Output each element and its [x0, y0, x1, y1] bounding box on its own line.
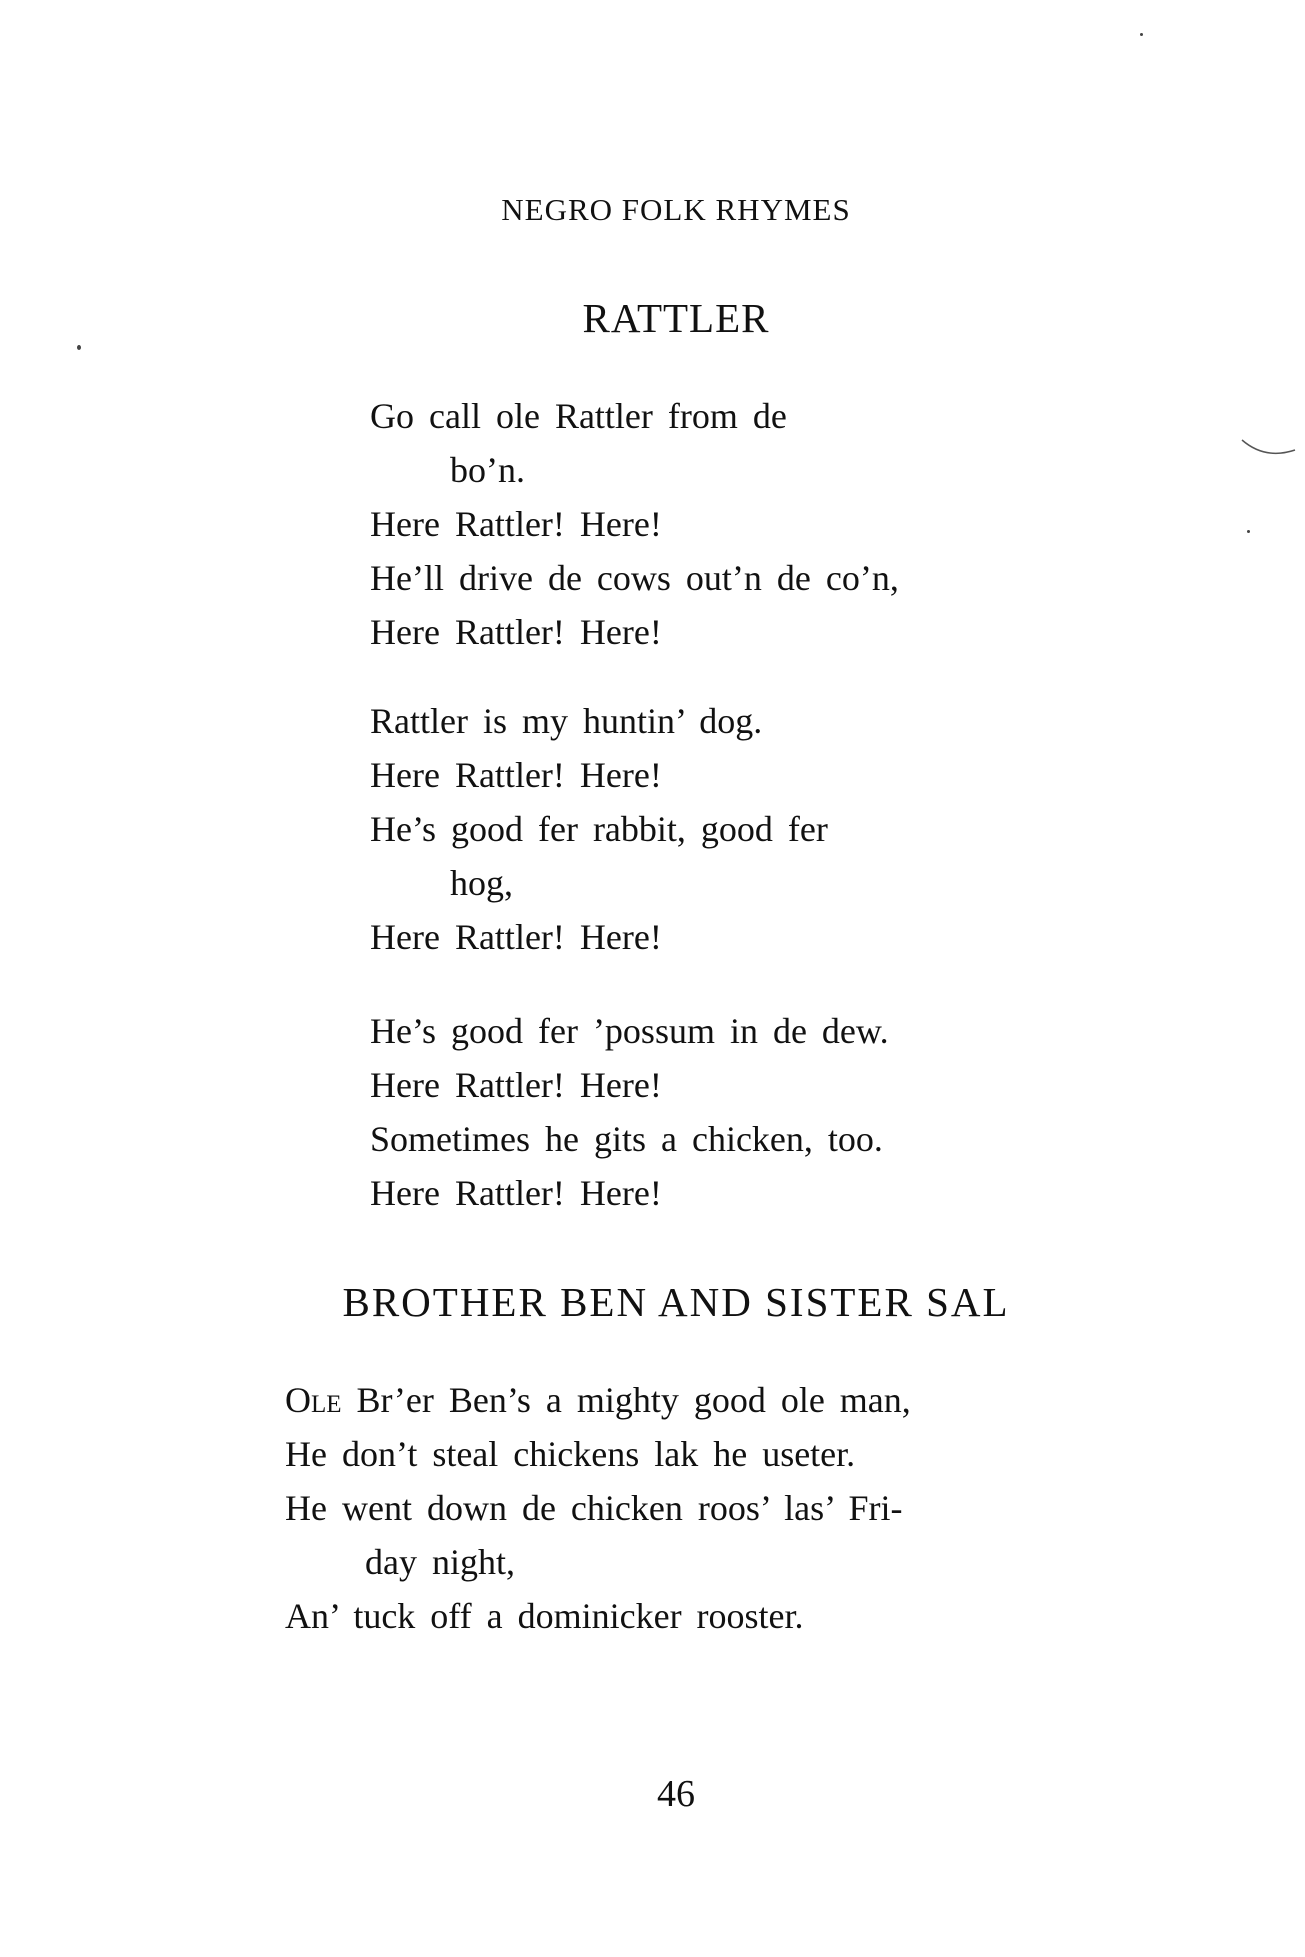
verse-line: Go call ole Rattler from de — [370, 396, 787, 436]
scan-speck — [1247, 530, 1250, 533]
verse-line: Rattler is my huntin’ dog. — [370, 701, 763, 741]
verse-line-continuation: hog, — [450, 863, 513, 903]
scan-mark-curve — [1240, 435, 1300, 465]
verse-line: He’ll drive de cows out’n de co’n, — [370, 558, 899, 598]
running-head: NEGRO FOLK RHYMES — [501, 192, 851, 227]
first-word-small-caps: Ole — [285, 1380, 342, 1420]
verse-line-first — [285, 1373, 911, 1427]
verse-line: Here Rattler! Here! — [370, 1173, 662, 1213]
stanza-brother-ben — [285, 1373, 911, 1643]
stanza-2 — [370, 694, 828, 964]
page-number: 46 — [657, 1773, 695, 1815]
verse-line: He’s good fer rabbit, good fer — [370, 809, 828, 849]
first-line-rest: Br’er Ben’s a mighty good ole man, — [341, 1380, 911, 1420]
verse-line-continuation: day night, — [365, 1542, 515, 1582]
poem-title-rattler: RATTLER — [582, 295, 770, 341]
stanza-1 — [370, 389, 899, 659]
stanza-3 — [370, 1004, 889, 1220]
scan-speck — [77, 345, 81, 350]
verse-line: He went down de chicken roos’ las’ Fri- — [285, 1488, 903, 1528]
verse-line: Here Rattler! Here! — [370, 1065, 662, 1105]
verse-line: Here Rattler! Here! — [370, 504, 662, 544]
verse-line: An’ tuck off a dominicker rooster. — [285, 1596, 804, 1636]
verse-line-continuation: bo’n. — [450, 450, 525, 490]
verse-line: Sometimes he gits a chicken, too. — [370, 1119, 883, 1159]
verse-line: He’s good fer ’possum in de dew. — [370, 1011, 889, 1051]
scan-speck — [1140, 33, 1143, 36]
poem-title-brother-ben: BROTHER BEN AND SISTER SAL — [342, 1279, 1010, 1325]
verse-line: Here Rattler! Here! — [370, 917, 662, 957]
verse-line: Here Rattler! Here! — [370, 612, 662, 652]
verse-line: He don’t steal chickens lak he useter. — [285, 1434, 856, 1474]
verse-line: Here Rattler! Here! — [370, 755, 662, 795]
